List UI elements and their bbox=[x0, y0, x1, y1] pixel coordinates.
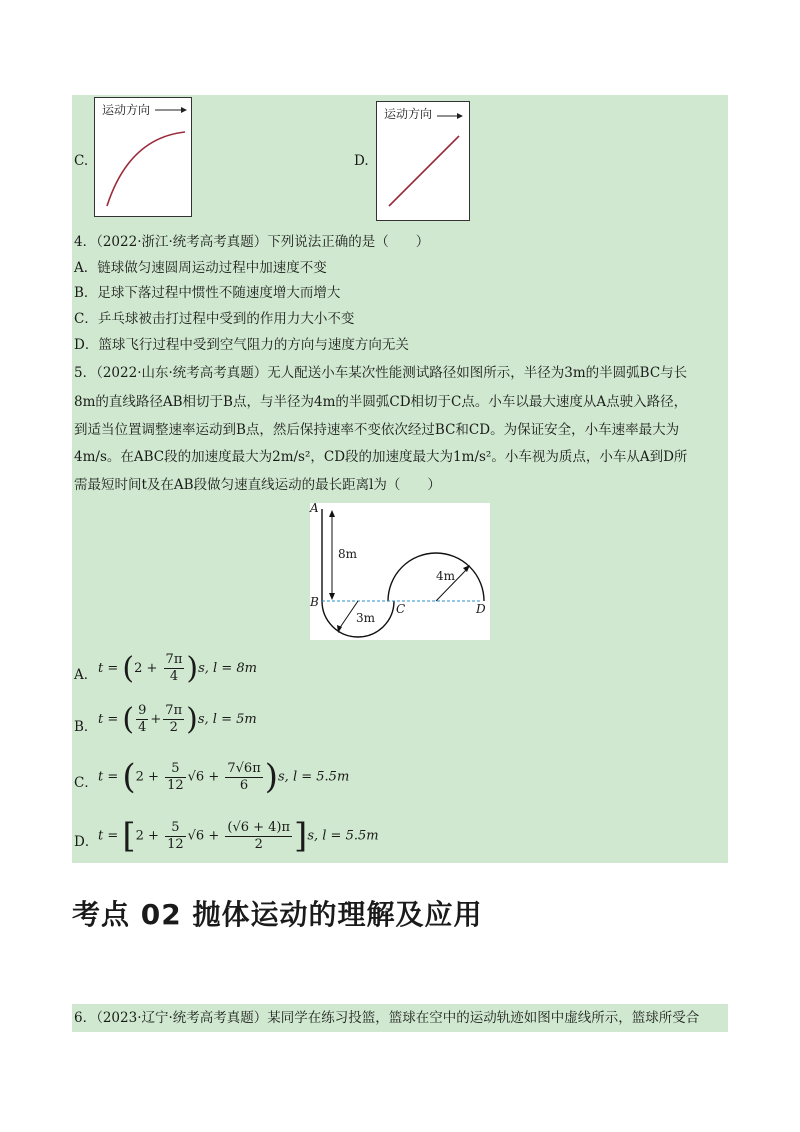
q5-line-5: 需最短时间t及在AB段做匀速直线运动的最长距离l为（ ） bbox=[74, 477, 441, 493]
question-block-main bbox=[72, 95, 728, 863]
q4-option-c: C．乒乓球被击打过程中受到的作用力大小不变 bbox=[74, 311, 355, 327]
q4-option-a: A．链球做匀速圆周运动过程中加速度不变 bbox=[74, 260, 327, 276]
q5-line-2: 8m的直线路径AB相切于B点，与半径为4m的半圆弧CD相切于C点。小车以最大速度从A点驶入路径， bbox=[74, 394, 688, 410]
q4-option-b: B．足球下落过程中惯性不随速度增大而增大 bbox=[74, 285, 341, 301]
option-c-plot-label: 运动方向 bbox=[102, 103, 151, 117]
q5-option-b-formula: t = ( $\frac{9}{4}$ + $\frac{7\pi}{2}$ )s, l = 5m bbox=[98, 702, 257, 737]
q5-line-3: 到适当位置调整速率运动到B点，然后保持速率不变依次经过BC和CD。为保证安全，小车速率最大为 bbox=[74, 422, 680, 438]
q4-stem: 4．（2022·浙江·统考高考真题）下列说法正确的是（ ） bbox=[74, 234, 430, 250]
q5-option-c-formula: t = (2 + $\frac{5}{12}$ √6 + $\frac{7√6\pi}{6}$ )s, l = 5.5m bbox=[98, 757, 350, 797]
q5-line-4: 4m/s。在ABC段的加速度最大为2m/s²，CD段的加速度最大为1m/s²。小车视为质点，小车从A到D所 bbox=[74, 449, 688, 465]
q6-stem: 6．（2023·辽宁·统考高考真题）某同学在练习投篮，篮球在空中的运动轨迹如图中虚线所示，篮球所受合 bbox=[74, 1010, 700, 1026]
q5-option-d-label: D． bbox=[74, 834, 99, 850]
option-d-plot-label: 运动方向 bbox=[384, 107, 433, 121]
option-c-plot bbox=[94, 97, 192, 217]
diagram-point-c: C bbox=[396, 602, 406, 616]
q4-option-d: D．篮球飞行过程中受到空气阻力的方向与速度方向无关 bbox=[74, 337, 409, 353]
q5-option-d-formula: t = [2 + $\frac{5}{12}$ √6 + $\frac{(√6 + 4)\pi}{2}$ ]s, l = 5.5m bbox=[98, 816, 379, 856]
diagram-radius-small: 3m bbox=[356, 611, 376, 625]
diagram-point-b: B bbox=[310, 595, 319, 609]
option-c-arrow bbox=[95, 98, 191, 216]
option-c-label: C. bbox=[74, 153, 89, 169]
option-d-plot bbox=[376, 101, 470, 221]
diagram-radius-large: 4m bbox=[436, 569, 456, 583]
option-d-line bbox=[389, 136, 459, 206]
option-d-label: D. bbox=[354, 153, 369, 169]
option-c-curve bbox=[107, 132, 185, 206]
diagram-len-ab: 8m bbox=[338, 547, 358, 561]
q5-option-c-label: C． bbox=[74, 775, 98, 791]
q5-option-b-label: B． bbox=[74, 719, 98, 735]
diagram-point-d: D bbox=[476, 602, 486, 616]
q5-line-1: 5．（2022·山东·统考高考真题）无人配送小车某次性能测试路径如图所示，半径为3m的半圆弧BC与长 bbox=[74, 365, 688, 381]
q5-track-diagram bbox=[310, 503, 490, 640]
question-6-block bbox=[72, 1004, 728, 1032]
q5-option-a-label: A． bbox=[74, 667, 98, 683]
option-d-arrow bbox=[377, 102, 469, 220]
diagram-point-a: A bbox=[310, 501, 319, 515]
q5-option-a-formula: t = (2 + $\frac{7\pi}{4}$ )s, l = 8m bbox=[98, 651, 257, 686]
section-heading: 考点 02 抛体运动的理解及应用 bbox=[72, 898, 483, 931]
